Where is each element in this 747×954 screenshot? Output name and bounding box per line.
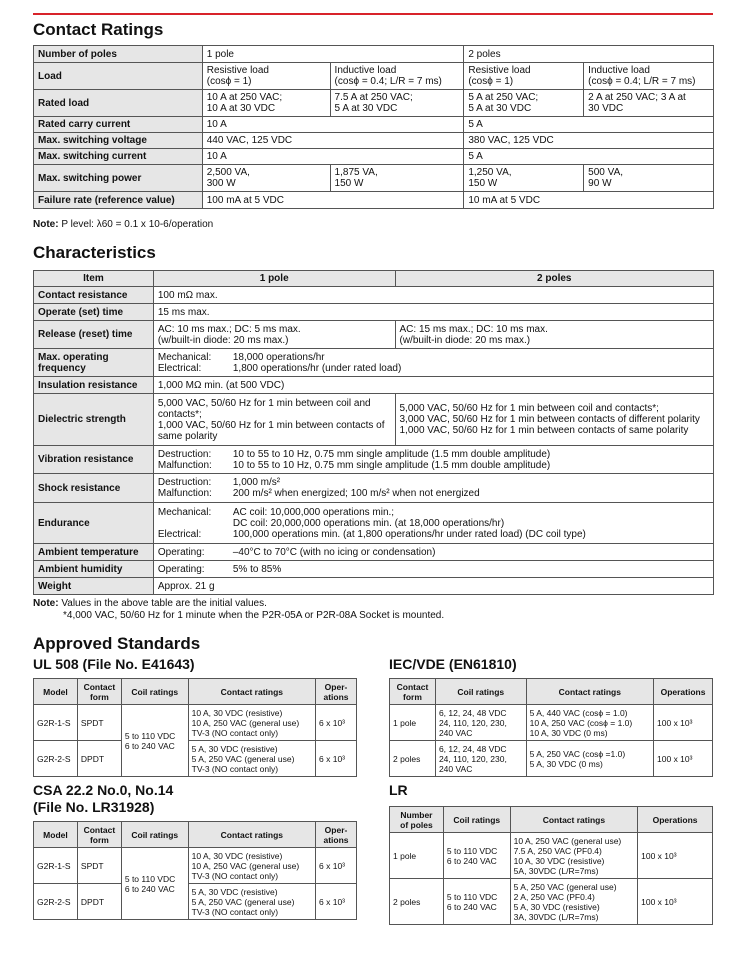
- cell: 5 to 110 VDC 6 to 240 VAC: [443, 879, 510, 925]
- table-row: [34, 446, 714, 474]
- kv-key: Electrical:: [157, 528, 202, 540]
- cell: 5,000 VAC, 50/60 Hz for 1 min between coil and contacts*; 3,000 VAC, 50/60 Hz for 1 min between contacts of different polarity 1,000 VAC, 50/60 Hz for 1 min between contacts of same polarity: [395, 394, 714, 446]
- characteristics-note: [33, 598, 444, 622]
- kv-key: Operating:: [157, 546, 205, 558]
- kv-value: 10 to 55 to 10 Hz, 0.75 mm single amplitude (1.5 mm double amplitude): [232, 459, 551, 471]
- cell: 5 A, 30 VDC (resistive) 5 A, 250 VAC (general use) TV-3 (NO contact only): [188, 741, 315, 777]
- cell: Resistive load (cosϕ = 1): [202, 63, 330, 90]
- cell: 1 pole: [202, 46, 464, 63]
- cell: 6 x 10³: [316, 884, 357, 920]
- column-header: Contact form: [390, 679, 436, 705]
- row-label: Max. switching voltage: [34, 133, 203, 149]
- cell: SPDT: [77, 848, 121, 884]
- contact-ratings-note: [33, 219, 213, 231]
- row-label: Vibration resistance: [34, 446, 154, 474]
- column-header: Oper- ations: [316, 679, 357, 705]
- contact-ratings-table: [33, 45, 714, 209]
- table-row: [34, 578, 714, 595]
- table-header-row: [34, 271, 714, 287]
- column-header: Coil ratings: [121, 679, 188, 705]
- column-header: Oper- ations: [316, 822, 357, 848]
- cell: G2R-2-S: [34, 741, 78, 777]
- table-row: [34, 90, 714, 117]
- kv-value: 10 to 55 to 10 Hz, 0.75 mm single amplitude (1.5 mm double amplitude): [232, 448, 551, 460]
- cell: 6, 12, 24, 48 VDC 24, 110, 120, 230, 240 VAC: [435, 705, 526, 741]
- row-label: Number of poles: [34, 46, 203, 63]
- table-row: [34, 561, 714, 578]
- table-row: [34, 349, 714, 377]
- cell: 5 A, 250 VAC (cosϕ =1.0) 5 A, 30 VDC (0 ms): [526, 741, 653, 777]
- cell: SPDT: [77, 705, 121, 741]
- table-row: [34, 321, 714, 349]
- note-text: P level: λ60 = 0.1 x 10-6/operation: [61, 219, 214, 230]
- row-label: Rated carry current: [34, 117, 203, 133]
- cell: 5 A, 250 VAC (general use) 2 A, 250 VAC (PF0.4) 5 A, 30 VDC (resistive) 3A, 30VDC (L/R=7ms): [510, 879, 637, 925]
- row-label: Rated load: [34, 90, 203, 117]
- table-header-row: [390, 679, 713, 705]
- table-row: [34, 848, 357, 884]
- row-label: Release (reset) time: [34, 321, 154, 349]
- kv-value: 5% to 85%: [232, 563, 282, 575]
- column-header: Item: [34, 271, 154, 287]
- row-label: Max. switching power: [34, 165, 203, 192]
- row-label: Failure rate (reference value): [34, 192, 203, 209]
- cell: 100 mA at 5 VDC: [202, 192, 464, 209]
- cell: Resistive load (cosϕ = 1): [464, 63, 584, 90]
- cell: 2 A at 250 VAC; 3 A at 30 VDC: [584, 90, 714, 117]
- kv-value: –40°C to 70°C (with no icing or condensation): [232, 546, 436, 558]
- cell: 6, 12, 24, 48 VDC 24, 110, 120, 230, 240 VAC: [435, 741, 526, 777]
- characteristics-title: Characteristics: [33, 243, 156, 262]
- kv-key: Electrical:: [157, 362, 202, 374]
- kv-value: AC coil: 10,000,000 operations min.; DC coil: 20,000,000 operations min. (at 18,000 operations/hr): [232, 506, 505, 529]
- column-header: Model: [34, 822, 78, 848]
- cell: 7.5 A at 250 VAC; 5 A at 30 VDC: [330, 90, 464, 117]
- column-header: Contact ratings: [188, 822, 315, 848]
- table-row: [390, 705, 713, 741]
- cell: Approx. 21 g: [153, 578, 713, 595]
- table-row: [34, 544, 714, 561]
- column-header: Coil ratings: [443, 807, 510, 833]
- cell: 15 ms max.: [153, 304, 713, 321]
- row-label: Max. operating frequency: [34, 349, 154, 377]
- column-header: Operations: [654, 679, 713, 705]
- cell: Inductive load (cosϕ = 0.4; L/R = 7 ms): [330, 63, 464, 90]
- lr-title: LR: [389, 782, 408, 798]
- cell: 6 x 10³: [316, 741, 357, 777]
- table-header-row: [390, 807, 713, 833]
- csa-title: CSA 22.2 No.0, No.14 (File No. LR31928): [33, 782, 174, 815]
- column-header: Contact form: [77, 679, 121, 705]
- table-row: [34, 63, 714, 90]
- cell: 5 A: [464, 117, 714, 133]
- kv-value: 200 m/s² when energized; 100 m/s² when not energized: [232, 488, 480, 499]
- cell: DPDT: [77, 741, 121, 777]
- cell: [153, 474, 713, 503]
- table-row: [390, 741, 713, 777]
- cell: AC: 10 ms max.; DC: 5 ms max. (w/built-in diode: 20 ms max.): [153, 321, 395, 349]
- cell: 10 A: [202, 149, 464, 165]
- table-row: [34, 304, 714, 321]
- iec-table: [389, 678, 713, 777]
- cell: 2 poles: [390, 741, 436, 777]
- cell: [153, 544, 713, 561]
- column-header: Coil ratings: [121, 822, 188, 848]
- row-label: Max. switching current: [34, 149, 203, 165]
- row-label: Shock resistance: [34, 474, 154, 503]
- note-text: Values in the above table are the initial values.: [61, 598, 267, 609]
- cell: [153, 561, 713, 578]
- kv-key: Destruction:: [157, 477, 212, 488]
- cell: 500 VA, 90 W: [584, 165, 714, 192]
- table-row: [34, 503, 714, 544]
- row-label: Load: [34, 63, 203, 90]
- table-row: [34, 884, 357, 920]
- contact-ratings-title: Contact Ratings: [33, 20, 164, 39]
- cell: 10 A, 30 VDC (resistive) 10 A, 250 VAC (general use) TV-3 (NO contact only): [188, 705, 315, 741]
- cell: 10 A at 250 VAC; 10 A at 30 VDC: [202, 90, 330, 117]
- cell: 10 A, 250 VAC (general use) 7.5 A, 250 VAC (PF0.4) 10 A, 30 VDC (resistive) 5A, 30VDC (L/R=7ms): [510, 833, 637, 879]
- column-header: Operations: [638, 807, 713, 833]
- kv-key: Operating:: [157, 563, 205, 575]
- column-header: 1 pole: [153, 271, 395, 287]
- cell: 6 x 10³: [316, 705, 357, 741]
- kv-key: Mechanical:: [157, 351, 212, 363]
- table-row: [34, 117, 714, 133]
- cell: 10 A: [202, 117, 464, 133]
- column-header: Number of poles: [390, 807, 444, 833]
- cell: 6 x 10³: [316, 848, 357, 884]
- cell: 2 poles: [464, 46, 714, 63]
- kv-key: Malfunction:: [157, 488, 212, 499]
- row-label: Insulation resistance: [34, 377, 154, 394]
- cell: 100 x 10³: [654, 705, 713, 741]
- cell: 1 pole: [390, 705, 436, 741]
- table-row: [34, 133, 714, 149]
- kv-key: Mechanical:: [157, 506, 212, 518]
- cell: Inductive load (cosϕ = 0.4; L/R = 7 ms): [584, 63, 714, 90]
- cell: DPDT: [77, 884, 121, 920]
- table-row: [34, 741, 357, 777]
- table-row: [34, 474, 714, 503]
- column-header: Contact form: [77, 822, 121, 848]
- column-header: Model: [34, 679, 78, 705]
- cell: 1,250 VA, 150 W: [464, 165, 584, 192]
- table-row: [34, 165, 714, 192]
- cell: G2R-2-S: [34, 884, 78, 920]
- cell: 1 pole: [390, 833, 444, 879]
- cell: 1,875 VA, 150 W: [330, 165, 464, 192]
- cell: 5,000 VAC, 50/60 Hz for 1 min between coil and contacts*; 1,000 VAC, 50/60 Hz for 1 min between contacts of same polarity: [153, 394, 395, 446]
- cell: 2 poles: [390, 879, 444, 925]
- top-rule: [33, 13, 713, 15]
- cell: 1,000 MΩ min. (at 500 VDC): [153, 377, 713, 394]
- cell: 380 VAC, 125 VDC: [464, 133, 714, 149]
- cell: G2R-1-S: [34, 848, 78, 884]
- cell: [153, 446, 713, 474]
- cell: 10 A, 30 VDC (resistive) 10 A, 250 VAC (general use) TV-3 (NO contact only): [188, 848, 315, 884]
- cell: [153, 503, 713, 544]
- note-label: Note:: [33, 598, 59, 609]
- cell: 10 mA at 5 VDC: [464, 192, 714, 209]
- cell: 5 A, 30 VDC (resistive) 5 A, 250 VAC (general use) TV-3 (NO contact only): [188, 884, 315, 920]
- cell: 100 x 10³: [638, 879, 713, 925]
- kv-value: 100,000 operations min. (at 1,800 operations/hr under rated load) (DC coil type): [232, 528, 586, 540]
- row-label: Endurance: [34, 503, 154, 544]
- table-row: [34, 149, 714, 165]
- table-header-row: [34, 679, 357, 705]
- column-header: 2 poles: [395, 271, 714, 287]
- column-header: Contact ratings: [188, 679, 315, 705]
- kv-value: 18,000 operations/hr: [232, 351, 325, 363]
- cell: 100 x 10³: [638, 833, 713, 879]
- note-label: Note:: [33, 219, 59, 230]
- cell: 2,500 VA, 300 W: [202, 165, 330, 192]
- table-header-row: [34, 822, 357, 848]
- cell: 5 A, 440 VAC (cosϕ = 1.0) 10 A, 250 VAC (cosϕ = 1.0) 10 A, 30 VDC (0 ms): [526, 705, 653, 741]
- ul-title: UL 508 (File No. E41643): [33, 656, 195, 672]
- table-row: [34, 705, 357, 741]
- lr-table: [389, 806, 713, 925]
- row-label: Operate (set) time: [34, 304, 154, 321]
- characteristics-table: [33, 270, 714, 595]
- table-row: [390, 879, 713, 925]
- kv-key: Destruction:: [157, 448, 212, 460]
- table-row: [34, 287, 714, 304]
- ul-table: [33, 678, 357, 777]
- cell: 5 A: [464, 149, 714, 165]
- csa-table: [33, 821, 357, 920]
- cell: 5 A at 250 VAC; 5 A at 30 VDC: [464, 90, 584, 117]
- row-label: Ambient humidity: [34, 561, 154, 578]
- cell: 100 mΩ max.: [153, 287, 713, 304]
- cell: 5 to 110 VDC 6 to 240 VAC: [121, 848, 188, 920]
- column-header: Coil ratings: [435, 679, 526, 705]
- row-label: Contact resistance: [34, 287, 154, 304]
- row-label: Dielectric strength: [34, 394, 154, 446]
- kv-value: 1,800 operations/hr (under rated load): [232, 362, 402, 374]
- cell: G2R-1-S: [34, 705, 78, 741]
- cell: 100 x 10³: [654, 741, 713, 777]
- cell: AC: 15 ms max.; DC: 10 ms max. (w/built-in diode: 20 ms max.): [395, 321, 714, 349]
- cell: [153, 349, 713, 377]
- cell: 5 to 110 VDC 6 to 240 VAC: [121, 705, 188, 777]
- row-label: Weight: [34, 578, 154, 595]
- table-row: [390, 833, 713, 879]
- kv-key: Malfunction:: [157, 459, 212, 471]
- column-header: Contact ratings: [526, 679, 653, 705]
- row-label: Ambient temperature: [34, 544, 154, 561]
- note-text: *4,000 VAC, 50/60 Hz for 1 minute when the P2R-05A or P2R-08A Socket is mounted.: [63, 610, 445, 621]
- column-header: Contact ratings: [510, 807, 637, 833]
- table-row: [34, 192, 714, 209]
- approved-standards-title: Approved Standards: [33, 634, 201, 653]
- cell: 440 VAC, 125 VDC: [202, 133, 464, 149]
- table-row: [34, 46, 714, 63]
- table-row: [34, 394, 714, 446]
- table-row: [34, 377, 714, 394]
- cell: 5 to 110 VDC 6 to 240 VAC: [443, 833, 510, 879]
- kv-value: 1,000 m/s²: [232, 477, 281, 488]
- iec-title: IEC/VDE (EN61810): [389, 656, 517, 672]
